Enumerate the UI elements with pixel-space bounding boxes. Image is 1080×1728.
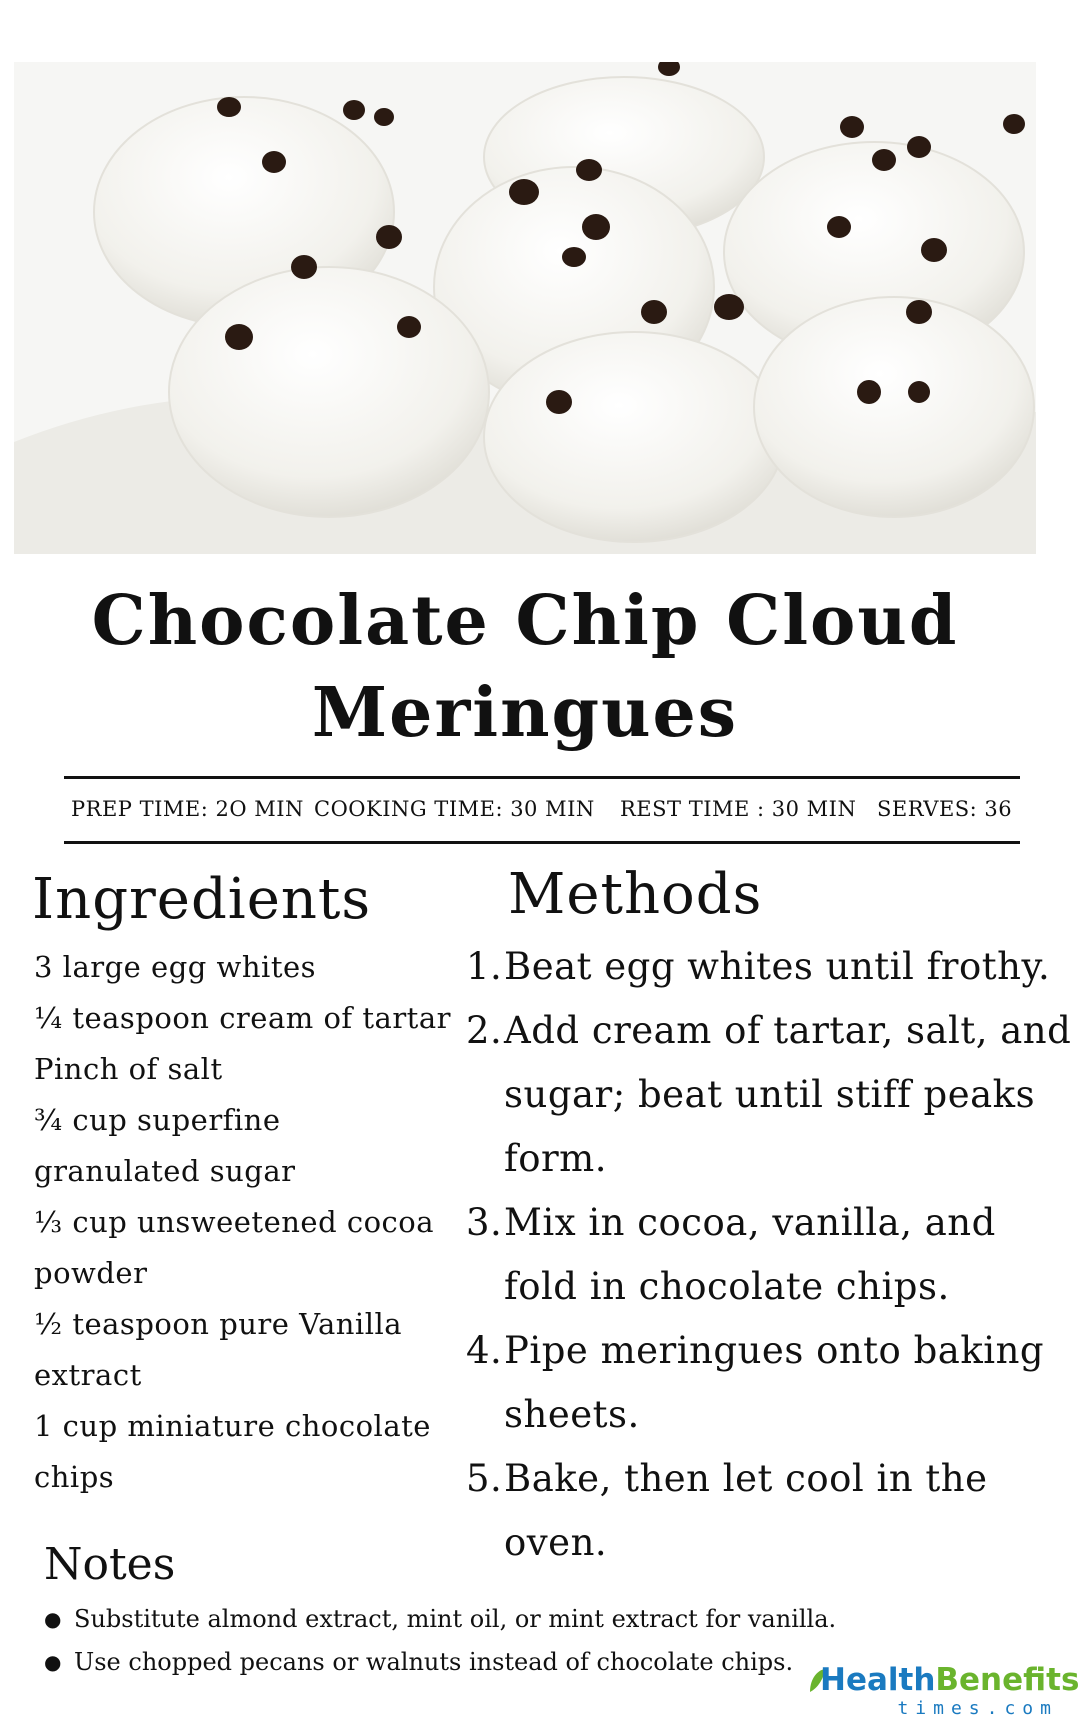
bullet-icon: ● xyxy=(44,1650,62,1674)
step-text: Bake, then let cool in the oven. xyxy=(504,1457,988,1564)
method-step xyxy=(466,1319,1076,1447)
serves: SERVES: 36 xyxy=(877,797,1013,821)
methods-list xyxy=(466,935,1076,1575)
step-text: Add cream of tartar, salt, and sugar; beat until stiff peaks form. xyxy=(504,1009,1072,1180)
method-step xyxy=(466,1447,1076,1575)
note-text: Substitute almond extract, mint oil, or mint extract for vanilla. xyxy=(74,1605,837,1633)
ingredients-list xyxy=(34,942,454,1503)
rest-time: REST TIME : 30 MIN xyxy=(620,797,857,821)
step-number: 3. xyxy=(466,1201,503,1244)
method-step xyxy=(466,1191,1076,1319)
meta-top-rule xyxy=(64,776,1020,779)
list-item: ⅓ cup unsweetened cocoa xyxy=(34,1205,435,1239)
meringue-photo-icon xyxy=(14,62,1036,554)
list-item: granulated sugar xyxy=(34,1154,296,1188)
step-number: 5. xyxy=(466,1457,503,1500)
method-step xyxy=(466,935,1076,999)
list-item: 3 large egg whites xyxy=(34,950,317,984)
step-text: Pipe meringues onto baking sheets. xyxy=(504,1329,1045,1436)
meta-bottom-rule xyxy=(64,841,1020,844)
note-text: Use chopped pecans or walnuts instead of chocolate chips. xyxy=(74,1648,794,1676)
step-number: 2. xyxy=(466,1009,503,1052)
list-item: ½ teaspoon pure Vanilla xyxy=(34,1307,403,1341)
brand-logo xyxy=(808,1662,1080,1722)
method-step xyxy=(466,999,1076,1191)
note-item xyxy=(44,1598,944,1641)
brand-name-benefits: Benefits xyxy=(935,1662,1080,1698)
step-number: 1. xyxy=(466,945,503,988)
list-item: 1 cup miniature chocolate xyxy=(34,1409,431,1443)
list-item: extract xyxy=(34,1358,142,1392)
step-text: Beat egg whites until frothy. xyxy=(504,945,1051,988)
brand-domain: times.com xyxy=(897,1698,1058,1719)
brand-name-health: Health xyxy=(820,1662,936,1698)
ingredients-heading: Ingredients xyxy=(32,867,372,932)
list-item: ¾ cup superfine xyxy=(34,1103,281,1137)
bullet-icon: ● xyxy=(44,1607,62,1631)
list-item: chips xyxy=(34,1460,115,1494)
cooking-time: COOKING TIME: 30 MIN xyxy=(314,797,595,821)
list-item: ¼ teaspoon cream of tartar xyxy=(34,1001,451,1035)
step-text: Mix in cocoa, vanilla, and fold in chocolate chips. xyxy=(504,1201,996,1308)
prep-time: PREP TIME: 2O MIN xyxy=(71,797,304,821)
methods-heading: Methods xyxy=(508,862,763,927)
list-item: Pinch of salt xyxy=(34,1052,223,1086)
notes-heading: Notes xyxy=(44,1539,176,1590)
hero-photo xyxy=(14,62,1036,554)
step-number: 4. xyxy=(466,1329,503,1372)
list-item: powder xyxy=(34,1256,148,1290)
recipe-title: Chocolate Chip Cloud Meringues xyxy=(91,581,959,753)
